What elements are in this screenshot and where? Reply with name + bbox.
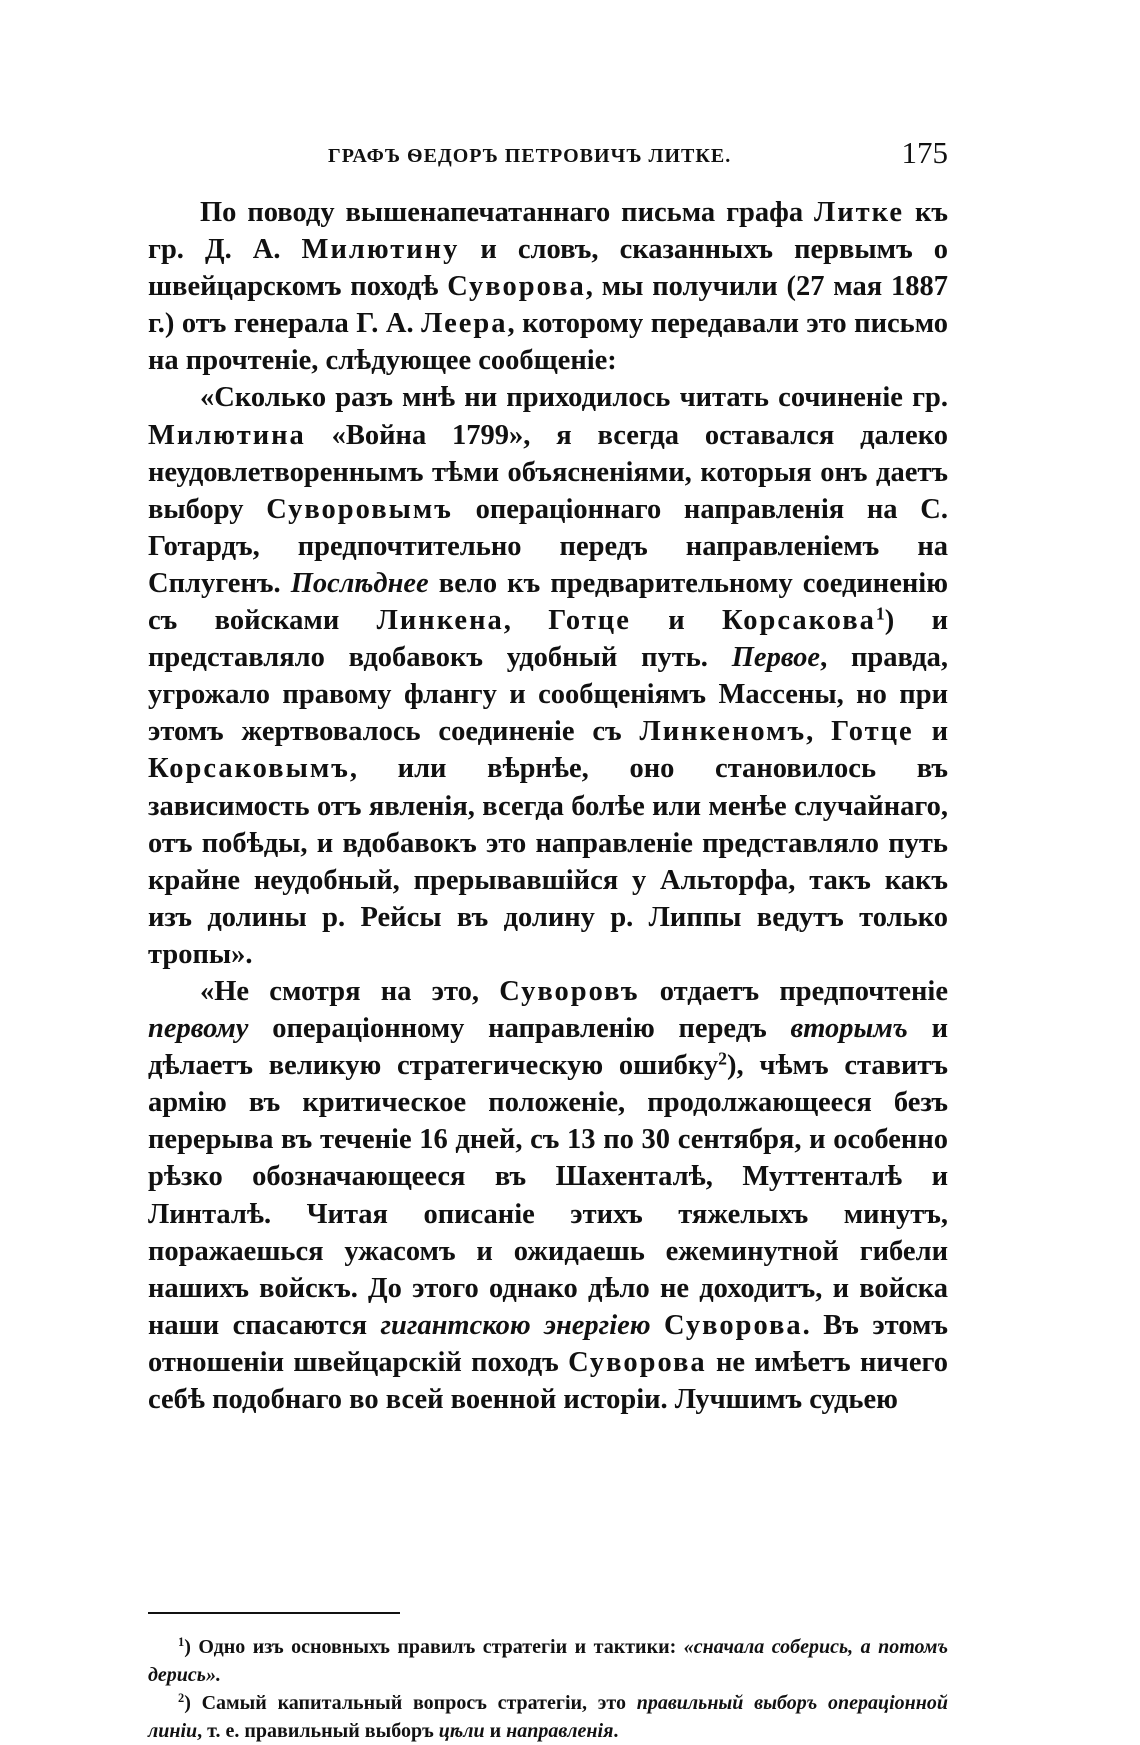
text-run: вело къ предварительному соединенію съ войсками [148, 567, 948, 637]
text-run: . [613, 1720, 619, 1742]
name-litke: Литке [814, 197, 905, 228]
name-suvorova: Суворова [568, 1346, 707, 1378]
name-linken: Линкена [376, 605, 504, 637]
paragraph-1 [148, 194, 948, 379]
page-header [148, 135, 948, 175]
running-title: ГРАФЪ ѲЕДОРЪ ПЕТРОВИЧЪ ЛИТКЕ. [328, 145, 732, 167]
name-linkenom: Линкеномъ [639, 716, 807, 748]
italic-text: первому [148, 1013, 249, 1045]
footnote-1 [148, 1633, 948, 1689]
name-korsakovym: Корсаковымъ [148, 753, 350, 785]
footnote-mark: 2 [178, 1691, 185, 1706]
text-run: и словъ, сказанныхъ первымъ о швейцарскомъ походѣ [148, 234, 948, 303]
italic-text: Послѣднее [290, 567, 429, 599]
italic-text: Первое [731, 642, 821, 674]
text-run: «Сколько разъ мнѣ ни приходилось читать сочиненіе гр. [200, 382, 948, 414]
footnote-ref-2: 2 [718, 1048, 727, 1069]
name-suvorov: Суворовъ [499, 975, 640, 1007]
paragraph-2 [148, 379, 948, 973]
text-run: отдаетъ предпочтеніе [639, 975, 948, 1007]
italic-text: гигантскою энергіею [380, 1309, 651, 1341]
text-run: ) и представляло вдобавокъ удобный путь. [148, 605, 949, 674]
text-run: «Не смотря на это, [200, 975, 500, 1007]
italic-text: «сначала соберись, а потомъ дерись». [148, 1636, 948, 1686]
text-run [651, 1310, 664, 1341]
name-suvorovym: Суворовымъ [266, 493, 453, 525]
text-run: и дѣлаетъ великую стратегическую ошибку [148, 1013, 948, 1082]
name-gotce: Готце [831, 716, 914, 748]
footnote-2 [148, 1689, 948, 1745]
text-run: операціонному направленію передъ [248, 1013, 791, 1045]
text-run: . Въ этомъ отношеніи швейцарскій походъ [148, 1309, 949, 1378]
text-run: , которому передавали это письмо на прочтеніе, слѣдующее сообщеніе: [148, 308, 948, 377]
italic-text: вторымъ [790, 1013, 908, 1045]
footnotes [148, 1633, 948, 1745]
footnote-mark: 1 [178, 1635, 185, 1650]
text-run: ), чѣмъ ставитъ армію въ критическое положеніе, продолжающееся безъ перерыва въ теченіе 16 дней, съ 13 по 30 сентября, и особенно рѣзко обозначающееся въ Шахенталѣ, Муттенталѣ и Линталѣ. Читая описаніе этихъ тяжелыхъ минутъ, поражаешься ужасомъ и ожидаешь ежеминутной гибели нашихъ войскъ. До этого однако дѣло не доходитъ, и войска наши спасаются [148, 1050, 948, 1341]
text-run: операціоннаго направленія на С. Готардъ, предпочтительно передъ направленіемъ на Сплугенъ. [148, 493, 948, 599]
name-korsakova: Корсакова [722, 605, 876, 637]
name-milyutin: Милютину [301, 234, 460, 266]
text-run: , правда, угрожало правому флангу и сообщеніямъ Массены, но при этомъ жертвовалось соединеніе съ [148, 642, 948, 748]
text-run: не имѣетъ ничего себѣ подобнаго во всей военной исторіи. Лучшимъ судьею [148, 1346, 948, 1415]
text-run: и [913, 716, 948, 748]
text-run: , т. е. правильный выборъ [197, 1720, 439, 1742]
text-run: По поводу вышенапечатаннаго письма графа [200, 197, 815, 228]
text-run: , [806, 716, 832, 748]
name-suvorova: Суворова [664, 1309, 803, 1341]
text-run: къ гр. Д. А. [148, 197, 948, 266]
name-leer: Леера [421, 308, 508, 340]
text-run: , мы получили (27 мая 1887 г.) отъ генерала Г. А. [148, 271, 948, 340]
text-run: и [484, 1720, 507, 1742]
text-run: «Война 1799», я всегда оставался далеко неудовлетвореннымъ тѣми объясненіями, которыя онъ даетъ выбору [148, 419, 948, 525]
text-run: ) Одно изъ основныхъ правилъ стратегіи и тактики: [184, 1636, 684, 1658]
paragraph-3 [148, 973, 948, 1418]
italic-text: направленія [506, 1720, 614, 1742]
page-number: 175 [901, 135, 948, 170]
text-run: и [630, 605, 723, 637]
name-suvorov: Суворова [447, 271, 586, 303]
name-milyutina: Милютина [148, 419, 306, 451]
italic-text: цѣли [438, 1720, 485, 1742]
main-text [148, 194, 948, 1418]
text-run: , или вѣрнѣе, оно становилось въ зависимость отъ явленія, всегда болѣе или менѣе случайнаго, отъ побѣды, и вдобавокъ это направленіе представляло путь крайне неудобный, прерывавшійся у Альторфа, такъ какъ изъ долины р. Рейсы въ долину р. Липпы ведутъ только тропы». [148, 753, 948, 970]
text-run: , [503, 605, 549, 637]
text-run: ) Самый капитальный вопросъ стратегіи, это [184, 1692, 637, 1714]
name-gotce: Готце [548, 605, 631, 637]
footnote-divider [148, 1612, 400, 1614]
footnote-ref-1: 1 [875, 603, 885, 624]
italic-text: правильный выборъ операціонной линіи [148, 1692, 948, 1742]
